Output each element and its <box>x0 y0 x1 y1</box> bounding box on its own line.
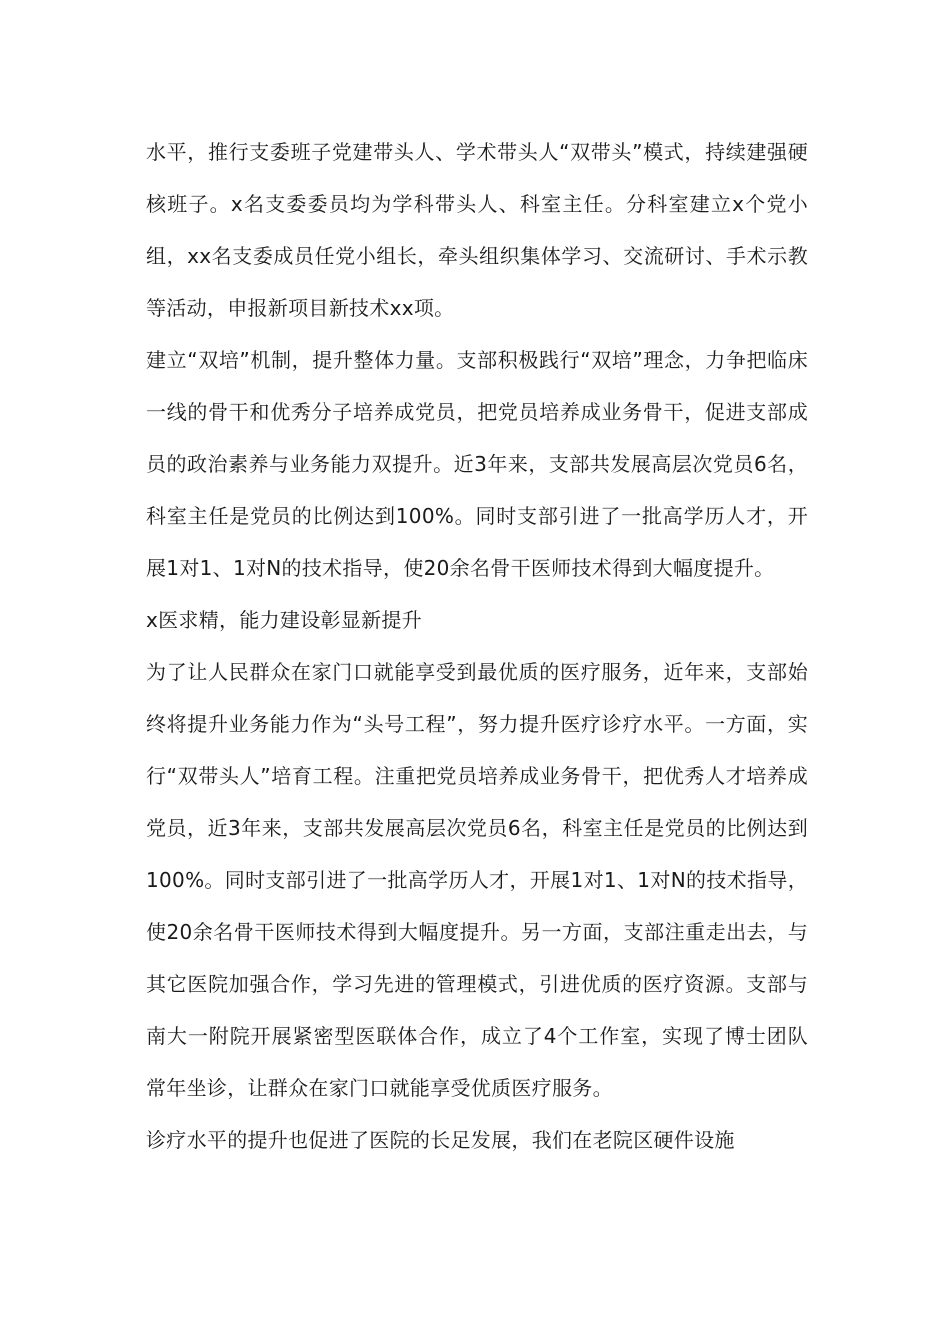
paragraph-capability: 为了让人民群众在家门口就能享受到最优质的医疗服务，近年来，支部始终将提升业务能力作为“头号工程”，努力提升医疗诊疗水平。一方面，实行“双带头人”培育工程。注重把党员培养成业务骨干，把优秀人才培养成党员，近3年来，支部共发展高层次党员6名，科室主任是党员的比例达到100%。同时支部引进了一批高学历人才，开展1对1、1对N的技术指导，使20余名骨干医师技术得到大幅度提升。另一方面，支部注重走出去，与其它医院加强合作，学习先进的管理模式，引进优质的医疗资源。支部与南大一附院开展紧密型医联体合作，成立了4个工作室，实现了博士团队常年坐诊，让群众在家门口就能享受优质医疗服务。 <box>146 660 808 1100</box>
paragraph-development: 诊疗水平的提升也促进了医院的长足发展，我们在老院区硬件设施 <box>146 1128 735 1152</box>
paragraph-dual-training: 建立“双培”机制，提升整体力量。支部积极践行“双培”理念，力争把临床一线的骨干和优秀分子培养成党员，把党员培养成业务骨干，促进支部成员的政治素养与业务能力双提升。近3年来，支部共发展高层次党员6名，科室主任是党员的比例达到100%。同时支部引进了一批高学历人才，开展1对1、1对N的技术指导，使20余名骨干医师技术得到大幅度提升。 <box>146 348 808 580</box>
document-body <box>146 126 808 1166</box>
section-heading: x医求精，能力建设彰显新提升 <box>146 608 423 632</box>
paragraph-leadership: 水平，推行支委班子党建带头人、学术带头人“双带头”模式，持续建强硬核班子。x名支委委员均为学科带头人、科室主任。分科室建立x个党小组，xx名支委成员任党小组长，牵头组织集体学习、交流研讨、手术示教等活动，申报新项目新技术xx项。 <box>146 140 808 320</box>
